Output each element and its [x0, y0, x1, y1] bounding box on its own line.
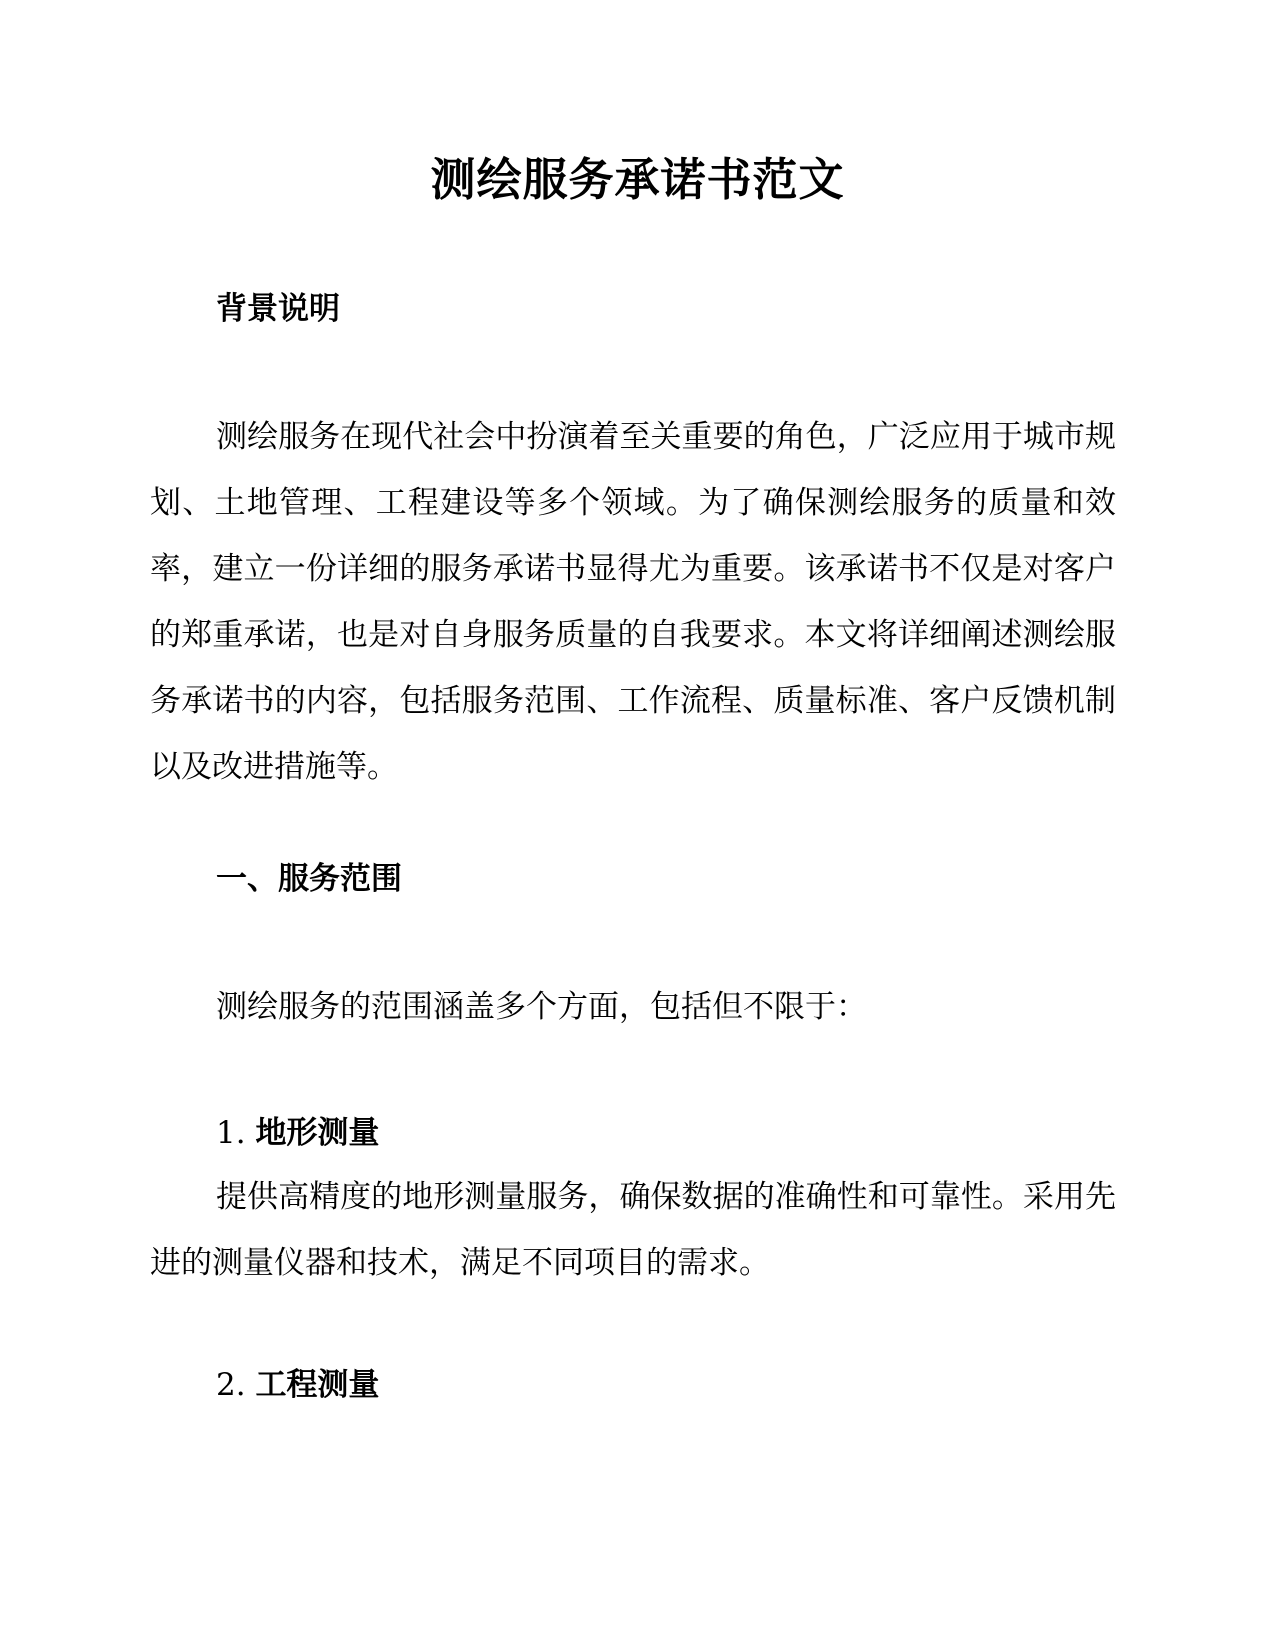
section-heading-background: 背景说明: [216, 291, 340, 327]
scope-item-label: 工程测量: [255, 1367, 380, 1403]
scope-item-number: 1.: [216, 1115, 246, 1151]
scope-item-heading-2: [216, 1363, 379, 1407]
background-paragraph: 测绘服务在现代社会中扮演着至关重要的角色，广泛应用于城市规划、土地管理、工程建设等多个领域。为了确保测绘服务的质量和效率，建立一份详细的服务承诺书显得尤为重要。该承诺书不仅是对客户的郑重承诺，也是对自身服务质量的自我要求。本文将详细阐述测绘服务承诺书的内容，包括服务范围、工作流程、质量标准、客户反馈机制以及改进措施等。: [150, 419, 1116, 785]
scope-intro-paragraph: 测绘服务的范围涵盖多个方面，包括但不限于：: [216, 989, 867, 1025]
scope-item-label: 地形测量: [255, 1115, 380, 1151]
scope-item-heading-1: [216, 1111, 379, 1155]
scope-item-text-1: 提供高精度的地形测量服务，确保数据的准确性和可靠性。采用先进的测量仪器和技术，满足不同项目的需求。: [150, 1179, 1116, 1281]
section-heading-scope: 一、服务范围: [216, 861, 402, 897]
document-title: 测绘服务承诺书范文: [430, 153, 845, 206]
scope-item-number: 2.: [216, 1367, 246, 1403]
